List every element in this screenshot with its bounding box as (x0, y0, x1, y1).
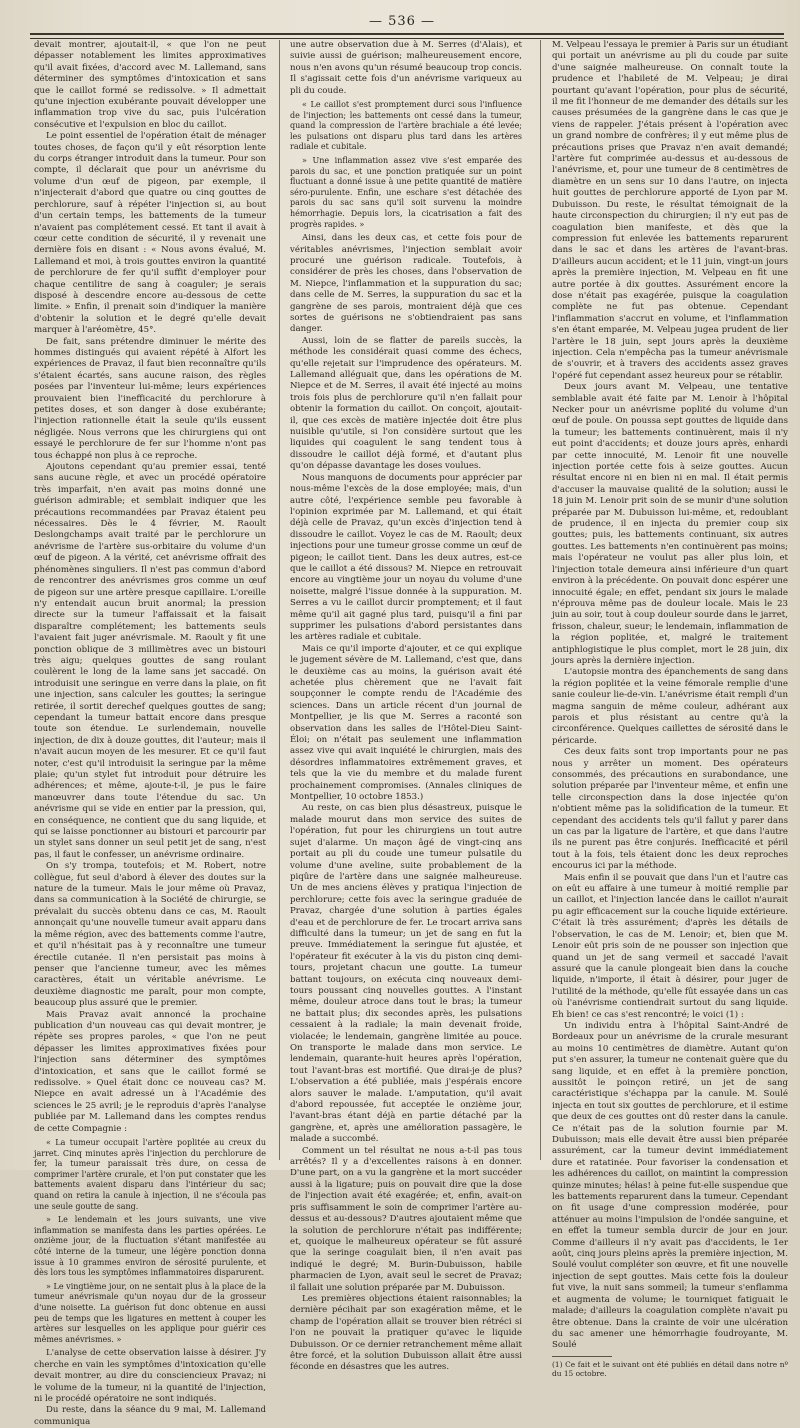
paragraph: Mais enfin il se pouvait que dans l'un et l'autre cas on eût eu affaire à une tumeur à moitié remplie par un caillot, et l'injection lancée dans le caillot n'aurait pu agir efficacement sur la couche liquide extérieure. C'était là très assurément; d'après les détails de l'observation, le cas de M. Lenoir; et, bien que M. Lenoir eût pris soin de ne pousser son injection que quand un jet de sang vermeil et saccadé l'avait assuré que la canule plongeait bien dans la couche liquide, n'importe, il était à désirer, pour juger de l'utilité de la méthode, qu'elle fût essayée dans un cas où l'anévrisme contiendrait surtout du sang liquide. Eh bien! ce cas s'est rencontré; le voici (1) : (552, 872, 788, 1020)
paragraph: Le point essentiel de l'opération était de ménager toutes choses, de façon qu'il y eût résorption lente du corps étranger introduit dans la tumeur. Pour son compte, il déclarait que pour un anévrisme du volume d'un œuf de pigeon, par exemple, il n'injecterait d'abord que quatre ou cinq gouttes de perchlorure, sauf à répéter l'injection si, au bout d'un certain temps, les battements de la tumeur n'avaient pas complétement cessé. Et tant il avait à cœur cette condition de sécurité, il y revenait une dernière fois en disant : « Nous avons évalué, M. Lallemand et moi, à trois gouttes environ la quantité de perchlorure de fer qu'il suffit d'employer pour chaque centilitre de sang à coaguler; je serais disposé à descendre encore au-dessous de cette limite. » Enfin, il prenait soin d'indiquer la manière d'obtenir la solution et le degré qu'elle devait marquer à l'aréomètre, 45°. (34, 131, 266, 336)
paragraph: Au reste, on cas bien plus désastreux, puisque le malade mourut dans mon service des suites de l'opération, fut pour les chirurgiens un tout autre sujet d'alarme. Un maçon âgé de vingt-cinq ans portait au pli du coude une tumeur pulsatile du volume d'une aveline, suite probablement de la piqûre de l'artère dans une saignée malheureuse. Un de mes anciens élèves y pratiqua l'injection de perchlorure; cette fois avec la seringue graduée de Pravaz, chargée d'une solution à parties égales d'eau et de perchlorure de fer. Le trocart arriva sans difficulté dans la tumeur; un jet de sang en fut la preuve. Immédiatement la seringue fut ajustée, et l'opérateur fit exécuter à la vis du piston cinq demi-tours, projetant chacun une goutte. La tumeur battant toujours, on exécuta cinq nouveaux demi-tours poussant cinq nouvelles gouttes. A l'instant même, douleur atroce dans tout le bras; la tumeur ne battait plus; dix secondes après, les pulsations cessaient à la radiale; la main devenait froide, violacée; le lendemain, gangrène limitée au pouce. On transporte le malade dans mon service. Le lendemain, quarante-huit heures après l'opération, tout l'avant-bras est mortifié. Que dirai-je de plus? L'observation a été publiée, mais j'espérais encore alors sauver le malade. L'amputation, qu'il avait d'abord repoussée, fut acceptée le onzième jour, l'avant-bras étant déjà en partie détaché par la gangrène, et, après une amélioration passagère, le malade a succombé. (290, 803, 522, 1145)
paragraph: Ces deux faits sont trop importants pour ne pas nous y arrêter un moment. Des opérateurs consommés, des précautions en surabondance, une solution préparée par l'inventeur même, et enfin une telle circonspection dans la dose injectée qu'on n'obtient même pas la solidification de la tumeur. Et cependant des accidents tels qu'il fallut y parer dans un cas par la ligature de l'artère, et que dans l'autre ils ne purent pas être conjurés. Inefficacité et péril tout à la fois, tels étaient donc les deux reproches encourus ici par la méthode. (552, 747, 788, 872)
paragraph: Ajoutons cependant qu'au premier essai, tenté sans aucune règle, et avec un procédé opératoire très imparfait, n'en avait pas moins donné une guérison admirable; et semblait indiquer que les précautions recommandées par Pravaz étaient peu nécessaires. Dès le 4 février, M. Raoult Deslongchamps avait traité par le perchlorure un anévrisme de l'artère sus-orbitaire du volume d'un œuf de pigeon. A la vérité, cet anévrisme offrait des phénomènes singuliers. Il n'est pas commun d'abord de rencontrer des anévrismes gros comme un œuf de pigeon sur une artère presque capillaire. L'oreille n'y entendait aucun bruit anormal; la pression directe sur la tumeur l'affaissait et la faisait disparaître complétement; les battements seuls l'avaient fait juger anévrismale. M. Raoult y fit une ponction oblique de 3 millimètres avec un bistouri très aigu; quelques gouttes de sang roulant coulèrent le long de la lame sans jet saccadé. On introduisit une seringue en verre dans la plaie, on fit une injection, sans calculer les gouttes; la seringue retirée, il sortit derechef quelques gouttes de sang; cependant la tumeur battait encore dans presque toute son étendue. Le surlendemain, nouvelle injection, de dix à douze gouttes, dit l'auteur; mais il n'avait aucun moyen de les mesurer. Et ce qu'il faut noter, c'est qu'il introduisit la seringue par la même plaie; qu'un stylet fut introduit pour détruire les adhérences; et même, ajoute-t-il, je pus le faire manœuvrer dans toute l'étendue du sac. Un anévrisme qui se vide en entier par la pression, qui, en conséquence, ne contient que du sang liquide, et qui se laisse ponctionner au bistouri et parcourir par un stylet sans donner un seul petit jet de sang, n'est pas, il faut le confesser, un anévrisme ordinaire. (34, 462, 266, 860)
column-divider (540, 40, 541, 1160)
paragraph: L'autopsie montra des épanchements de sang dans la région poplitée et la veine fémorale remplie d'une sanie couleur lie-de-vin. L'anévrisme était rempli d'un magma sanguin de même couleur, adhérant aux parois et plus résistant au centre qu'à la circonférence. Quelques caillettes de sérosité dans le péricarde. (552, 667, 788, 746)
column-right (552, 40, 788, 1379)
column-left (34, 40, 266, 1427)
page-number: — 536 — (368, 14, 436, 29)
paragraph: Comment un tel résultat ne nous a-t-il pas tous arrêtés? Il y a d'excellentes raisons à en donner. D'une part, on a vu la gangrène et la mort succéder aussi à la ligature; puis on pouvait dire que la dose de l'injection avait été exagérée; et, enfin, avait-on pris suffisamment le soin de comprimer l'artère au-dessus et au-dessous? D'autres ajoutaient même que la solution de perchlorure n'était pas indifférente; et, quoique le malheureux opérateur se fût assuré que la seringe coagulait bien, il n'en avait pas indiqué le degré; M. Burin-Dubuisson, habile pharmacien de Lyon, avait seul le secret de Pravaz; il fallait une solution préparée par M. Dubuisson. (290, 1145, 522, 1293)
paragraph: L'analyse de cette observation laisse à désirer. J'y cherche en vain les symptômes d'intoxication qu'elle devait montrer, au dire du consciencieux Pravaz; ni le volume de la tumeur, ni la quantité de l'injection, ni le procédé opératoire ne sont indiqués. (34, 1348, 266, 1404)
quoted-paragraph: « Le caillot s'est promptement durci sous l'influence de l'injection; les battements ont cessé dans la tumeur, quand la compression de l'artère brachiale a été levée; les pulsations ont disparu plus tard dans les artères radiale et cubitale. (290, 100, 522, 152)
paragraph: Un individu entra à l'hôpital Saint-André de Bordeaux pour un anévrisme de la crurale mesurant au moins 10 centimètres de diamètre. Autant qu'on put s'en assurer, la tumeur ne contenait guère que du sang liquide, et en effet à la première ponction, aussitôt le poinçon retiré, un jet de sang caractéristique s'échappa par la canule. M. Soulé injecta en tout six gouttes de perchlorure, et il estime que deux de ces gouttes ont dû rester dans la canule. Ce n'était pas de la solution fournie par M. Dubuisson; mais elle devait être aussi bien préparée assurément, car la tumeur devint immédiatement dure et ratatinée. Pour favoriser la condensation et les adhérences du caillot, on maintint la compression quinze minutes; hélas! à peine fut-elle suspendue que les battements reparurent dans la tumeur. Cependant on fit usage d'une compression modérée, pour atténuer au moins l'impulsion de l'ondée sanguine, et en effet la tumeur sembla durcir de jour en jour. Comme d'ailleurs il n'y avait pas d'accidents, le 1er août, cinq jours pleins après la première injection, M. Soulé voulut compléter son œuvre, et fit une nouvelle injection de sept gouttes. Mais cette fois la douleur fut vive, la nuit sans sommeil; la tumeur s'enflamma et augmenta de volume; le tourniquet fatiguait le malade; d'ailleurs la coagulation complète n'avait pu être obtenue. Dans la crainte de voir une ulcération du sac amener une hémorrhagie foudroyante, M. Soulé (552, 1020, 788, 1351)
paragraph: De fait, sans prétendre diminuer le mérite des hommes distingués qui avaient répété à Alfort les expériences de Pravaz, il faut bien reconnaître qu'ils s'étaient écartés, sans aucune raison, des règles posées par l'inventeur lui-même; leurs expériences prouvaient bien l'inefficacité du perchlorure à petites doses, et son danger à dose exubérante; l'injection rationnelle était la seule qu'ils eussent négligée. Nous verrons que les chirurgiens qui ont essayé le perchlorure de fer sur l'homme n'ont pas tous échappé non plus à ce reproche. (34, 336, 266, 461)
quoted-paragraph: » Le lendemain et les jours suivants, une vive inflammation se manifesta dans les parties opérées. Le onzième jour, de la fluctuation s'étant manifestée au côté interne de la tumeur, une légère ponction donna issue à 10 grammes environ de sérosité purulente, et dès lors tous les symptômes inflammatoires disparurent. (34, 1215, 266, 1278)
paragraph: Les premières objections étaient raisonnables; la dernière pécihait par son exagération même, et le champ de l'opération allait se trouver bien rétréci si l'on ne pouvait la pratiquer qu'avec le liquide Dubuisson. Or ce dernier retranchement même allait être forcé, et la solution Dubuisson allait être aussi féconde en désastres que les autres. (290, 1293, 522, 1373)
paragraph: M. Velpeau l'essaya le premier à Paris sur un étudiant qui portait un anévrisme au pli du coude par suite d'une saignée malheureuse. On connaît toute la prudence et l'habileté de M. Velpeau; je dirai pourtant qu'avant l'opération, pour plus de sécurité, il me fit l'honneur de me demander des détails sur les causes présumées de la gangrène dans le cas que je viens de rappeler. J'étais présent à l'opération avec un grand nombre de confrères; il y eut même plus de précautions prises que Pravaz n'en avait demandé; l'artère fut comprimée au-dessus et au-dessous de l'anévrisme, et, pour une tumeur de 8 centimètres de diamètre en un sens sur 10 dans l'autre, on injecta huit gouttes de perchlorure apporté de Lyon par M. Dubuisson. Du reste, le résultat témoignait de la haute circonspection du chirurgien; il n'y eut pas de coagulation bien manifeste, et dès que la compression fut enlevée les battements reparurent dans le sac et dans les artères de l'avant-bras. D'ailleurs aucun accident; et le 11 juin, vingt-un jours après la première injection, M. Velpeau en fit une autre portée à dix gouttes. Assurément encore la dose n'était pas exagérée, puisque la coagulation complète ne fut pas obtenue. Cependant l'inflammation s'accrut en volume, et l'inflammation s'en étant emparée, M. Velpeau jugea prudent de lier l'artère le 18 juin, sept jours après la deuxième injection. Cela n'empêcha pas la tumeur anévrismale de s'ouvrir, et à travers des accidents assez graves l'opéré fut cependant assez heureux pour se rétablir. (552, 40, 788, 381)
paragraph: une autre observation due à M. Serres (d'Alais), et suivie aussi de guérison; malheureusement encore, nous n'en avons qu'un résumé beaucoup trop concis. Il s'agissait cette fois d'un anévrisme variqueux au pli du coude. (290, 40, 522, 96)
quoted-paragraph: « La tumeur occupait l'artère poplitée au creux du jarret. Cinq minutes après l'injection du perchlorure de fer, la tumeur paraissait très dure, on cessa de comprimer l'artère crurale, et l'on put constater que les battements avaient disparu dans l'intérieur du sac; quand on retira la canule à injection, il ne s'écoula pas une seule goutte de sang. (34, 1138, 266, 1211)
paragraph: Nous manquons de documents pour apprécier par nous-même l'excès de la dose employée; mais, d'un autre côté, l'expérience semble peu favorable à l'opinion exprimée par M. Lallemand, et qui était déjà celle de Pravaz, qu'un excès d'injection tend à dissoudre le caillot. Voyez le cas de M. Raoult; deux injections pour une tumeur grosse comme un œuf de pigeon; le caillot tient. Dans les deux autres, est-ce que le caillot a été dissous? M. Niepce en retrouvait encore au vingtième jour un noyau du volume d'une noisette, malgré l'issue donnée à la suppuration. M. Serres a vu le caillot durcir promptement; et il faut même qu'il ait gagné plus tard, puisqu'il a fini par supprimer les pulsations d'abord persistantes dans les artères radiale et cubitale. (290, 472, 522, 643)
paragraph: Ainsi, dans les deux cas, et cette fois pour de véritables anévrismes, l'injection semblait avoir procuré une guérison radicale. Toutefois, à considérer de près les choses, dans l'observation de M. Niepce, l'inflammation et la suppuration du sac; dans celle de M. Serres, la suppuration du sac et la gangrène de ses parois, montraient déjà que ces sortes de guérisons ne s'obtiendraient pas sans danger. (290, 233, 522, 335)
paragraph: Aussi, loin de se flatter de pareils succès, la méthode les considérait quasi comme des échecs, qu'elle rejetait sur l'imprudence des opérateurs. M. Lallemand alléguait que, dans les opérations de M. Niepce et de M. Serres, il avait été injecté au moins trois fois plus de perchlorure qu'il n'en fallait pour obtenir la formation du caillot. On conçoit, ajoutait-il, que ces excès de matière injectée doit être plus nuisible qu'utile, si l'on considère surtout que les liquides qui coagulent le sang tendent tous à dissoudre le caillot déjà formé, et d'autant plus qu'on dépasse davantage les doses voulues. (290, 335, 522, 472)
paragraph: Mais ce qu'il importe d'ajouter, et ce qui explique le jugement sévère de M. Lallemand, c'est que, dans le deuxième cas au moins, la guérison avait été achetée plus chèrement que ne l'avait fait soupçonner le compte rendu de l'Académie des sciences. Dans un article récent d'un journal de Montpellier, je lis que M. Serres a raconté son observation dans les salles de l'Hôtel-Dieu Saint-Éloi; on n'était pas seulement une inflammation assez vive qui avait inquiété le chirurgien, mais des désordres inflammatoires extrêmement graves, et tels que la vie du membre et du malade furent prochainement compromises. (Annales cliniques de Montpellier, 10 octobre 1853.) (290, 643, 522, 803)
paragraph: Deux jours avant M. Velpeau, une tentative semblable avait été faite par M. Lenoir à l'hôpital Necker pour un anévrisme poplité du volume d'un œuf de poule. On poussa sept gouttes de liquide dans la tumeur; les battements continuèrent, mais il n'y eut point d'accidents; et douze jours après, enhardi par cette innocuité, M. Lenoir fit une nouvelle injection portée cette fois à seize gouttes. Aucun résultat encore ni en bien ni en mal. Il était permis d'accuser la mauvaise qualité de la solution; aussi le 18 juin M. Lenoir prit soin de se munir d'une solution préparée par M. Dubuisson lui-même, et, redoublant de prudence, il en injecta du premier coup six gouttes; puis, les battements continuant, six autres gouttes. Les battements n'en continuèrent pas moins; mais l'opérateur ne voulut pas aller plus loin, et l'injection totale demeura ainsi inférieure d'un quart environ à la précédente. On pouvait donc espérer une innocuité égale; en effet, pendant six jours le malade n'éprouva même pas de douleur locale. Mais le 23 juin au soir, tout à coup douleur sourde dans le jarret, frisson, chaleur, sueur; le lendemain, inflammation de la région poplitée, et, malgré le traitement antiphlogistique le plus complet, mort le 28 juin, dix jours après la dernière injection. (552, 382, 788, 666)
column-middle (290, 40, 522, 1373)
column-divider (279, 40, 280, 1160)
quoted-paragraph: » Une inflammation assez vive s'est emparée des parois du sac, et une ponction pratiquée sur un point fluctuant a donné issue à une petite quantité de matière séro-purulente. Enfin, une eschare s'est détachée des parois du sac sans qu'il soit survenu la moindre hémorrhagie. Depuis lors, la cicatrisation a fait des progrès rapides. » (290, 156, 522, 229)
paragraph: On s'y trompa, toutefois; et M. Robert, notre collègue, fut seul d'abord à élever des doutes sur la nature de la tumeur. Mais le jour même où Pravaz, dans sa communication à la Société de chirurgie, se prévalait du succès obtenu dans ce cas, M. Raoult annonçait qu'une nouvelle tumeur avait apparu dans la même région, avec des battements comme l'autre, et qu'il n'hésitait pas à y reconnaître une tumeur érectile cutanée. Il n'en persistait pas moins à penser que l'ancienne tumeur, avec les mêmes caractères, était un véritable anévrisme. Le deuxième diagnostic me paraît, pour mon compte, beaucoup plus assuré que le premier. (34, 861, 266, 1009)
footnote-rule (552, 1356, 612, 1357)
paragraph: Du reste, dans la séance du 9 mai, M. Lallemand communiqua (34, 1405, 266, 1427)
quoted-paragraph: » Le vingtième jour, on ne sentait plus à la place de la tumeur anévrismale qu'un noyau dur de la grosseur d'une noisette. La guérison fut donc obtenue en aussi peu de temps que les ligatures en mettent à couper les artères sur lesquelles on les applique pour guérir ces mêmes anévrismes. » (34, 1281, 266, 1344)
paragraph: Mais Pravaz avait annoncé la prochaine publication d'un nouveau cas qui devait montrer, je répète ses propres paroles, « que l'on ne peut dépasser les limites approximatives fixées pour l'injection sans déterminer des symptômes d'intoxication, et sans que le caillot formé se redissolve. » Quel était donc ce nouveau cas? M. Niepce en avait adressé un à l'Académie des sciences le 25 avril; je le reproduis d'après l'analyse publiée par M. Lallemand dans les comptes rendus de cette Compagnie : (34, 1009, 266, 1134)
paragraph: devait montrer, ajoutait-il, « que l'on ne peut dépasser notablement les limites approximatives qu'il avait fixées, d'accord avec M. Lallemand, sans déterminer des symptômes d'intoxication et sans que le caillot formé se redissolve. » Il admettait qu'une injection exubérante pouvait développer une inflammation trop vive du sac, puis l'ulcération consécutive et l'expulsion en bloc du caillot. (34, 40, 266, 130)
header-rule (30, 33, 784, 39)
footnote: (1) Ce fait et le suivant ont été publiés en détail dans notre nº du 15 octobre. (552, 1359, 788, 1379)
